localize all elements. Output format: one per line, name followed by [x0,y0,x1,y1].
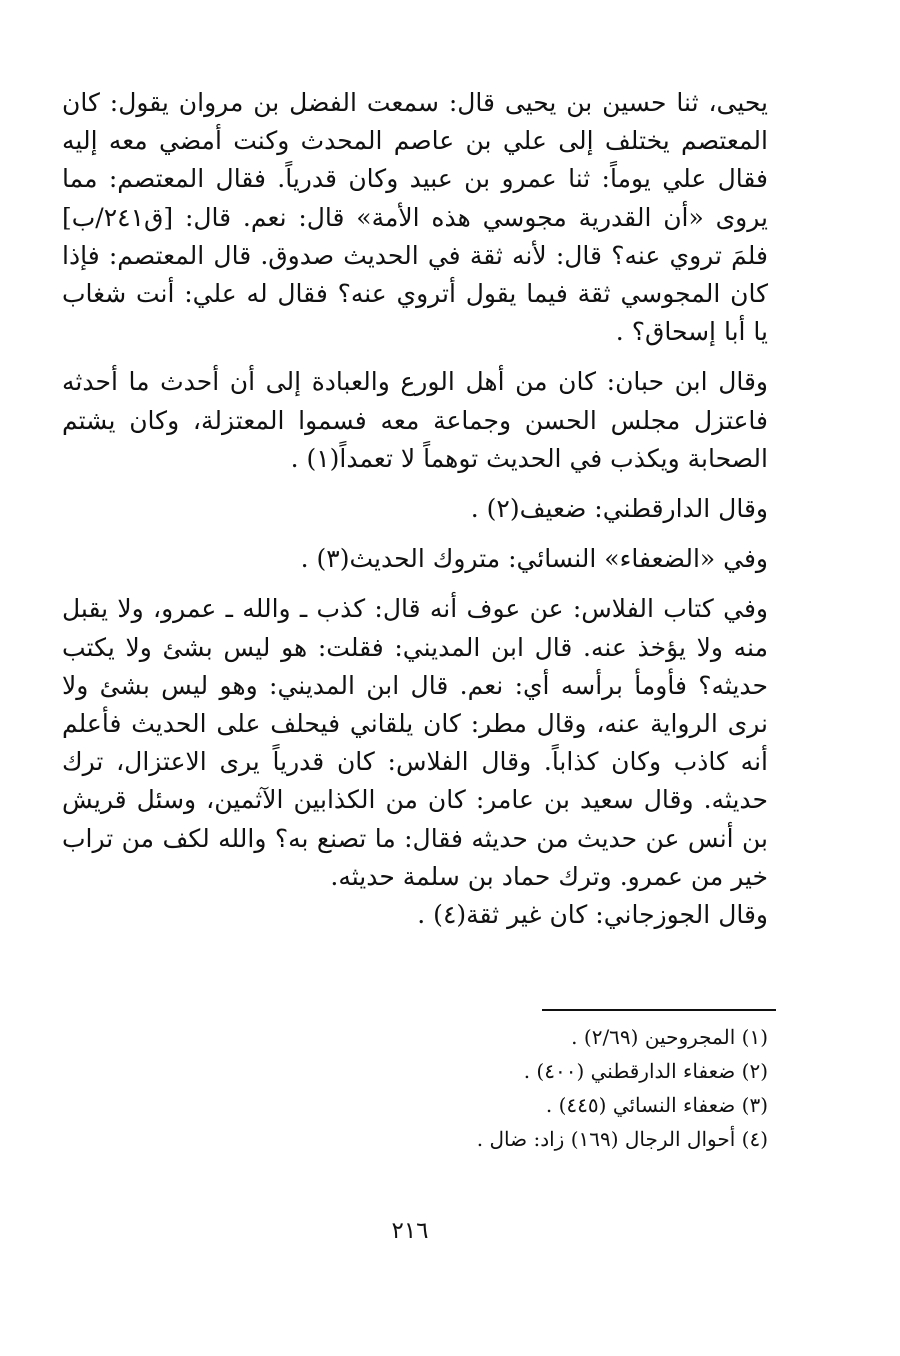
page-number: ٢١٦ [391,1218,429,1244]
footnote-3: (٣) ضعفاء النسائي (٤٤٥) . [545,1093,768,1117]
paragraph-2: وقال ابن حبان: كان من أهل الورع والعبادة إلى أن أحدث ما أحدثه فاعتزل مجلس الحسن وجماعة معه فسموا المعتزلة، وكان يشتم الصحابة ويكذب في الحديث توهماً لا تعمداً(١) . [62,367,768,473]
footnote-1: (١) المجروحين (٢/٦٩) . [571,1025,768,1049]
paragraph-6: وقال الجوزجاني: كان غير ثقة(٤) . [417,900,768,930]
footnote-2: (٢) ضعفاء الدارقطني (٤٠٠) . [523,1059,768,1083]
paragraph-4: وفي «الضعفاء» النسائي: متروك الحديث(٣) . [300,544,768,574]
paragraph-1: يحيى، ثنا حسين بن يحيى قال: سمعت الفضل بن مروان يقول: كان المعتصم يختلف إلى علي بن عاصم المحدث وكنت أمضي معه إليه فقال علي يوماً: ثنا عمرو بن عبيد وكان قدرياً. فقال المعتصم: مما يروى «أن القدرية مجوسي هذه الأمة» قال: نعم. قال: [ق٢٤١/ب] فلمَ تروي عنه؟ قال: لأنه ثقة في الحديث صدوق. قال المعتصم: فإذا كان المجوسي ثقة فيما يقول أتروي عنه؟ فقال له علي: أنت شغاب يا أبا إسحاق؟ . [62,88,768,347]
paragraph-5: وفي كتاب الفلاس: عن عوف أنه قال: كذب ـ والله ـ عمرو، ولا يقبل منه ولا يؤخذ عنه. قال ابن المديني: فقلت: هو ليس بشئ ولا يكتب حديثه؟ فأومأ برأسه أي: نعم. قال ابن المديني: وهو ليس بشئ ولا نرى الرواية عنه، وقال مطر: كان يلقاني فيحلف على الحديث فأعلم أنه كاذب وكان كذاباً. وقال الفلاس: كان قدرياً يرى الاعتزال، ترك حديثه. وقال سعيد بن عامر: كان من الكذابين الآثمين، وسئل قريش بن أنس عن حديث من حديثه فقال: ما تصنع به؟ والله لكف من تراب خير من عمرو. وترك حماد بن سلمة حديثه. [62,594,768,891]
paragraph-3: وقال الدارقطني: ضعيف(٢) . [470,494,768,524]
footnote-divider [542,1009,776,1011]
main-text [62,84,768,934]
footnotes [62,1020,768,1156]
footnote-4: (٤) أحوال الرجال (١٦٩) زاد: ضال . [476,1127,768,1151]
